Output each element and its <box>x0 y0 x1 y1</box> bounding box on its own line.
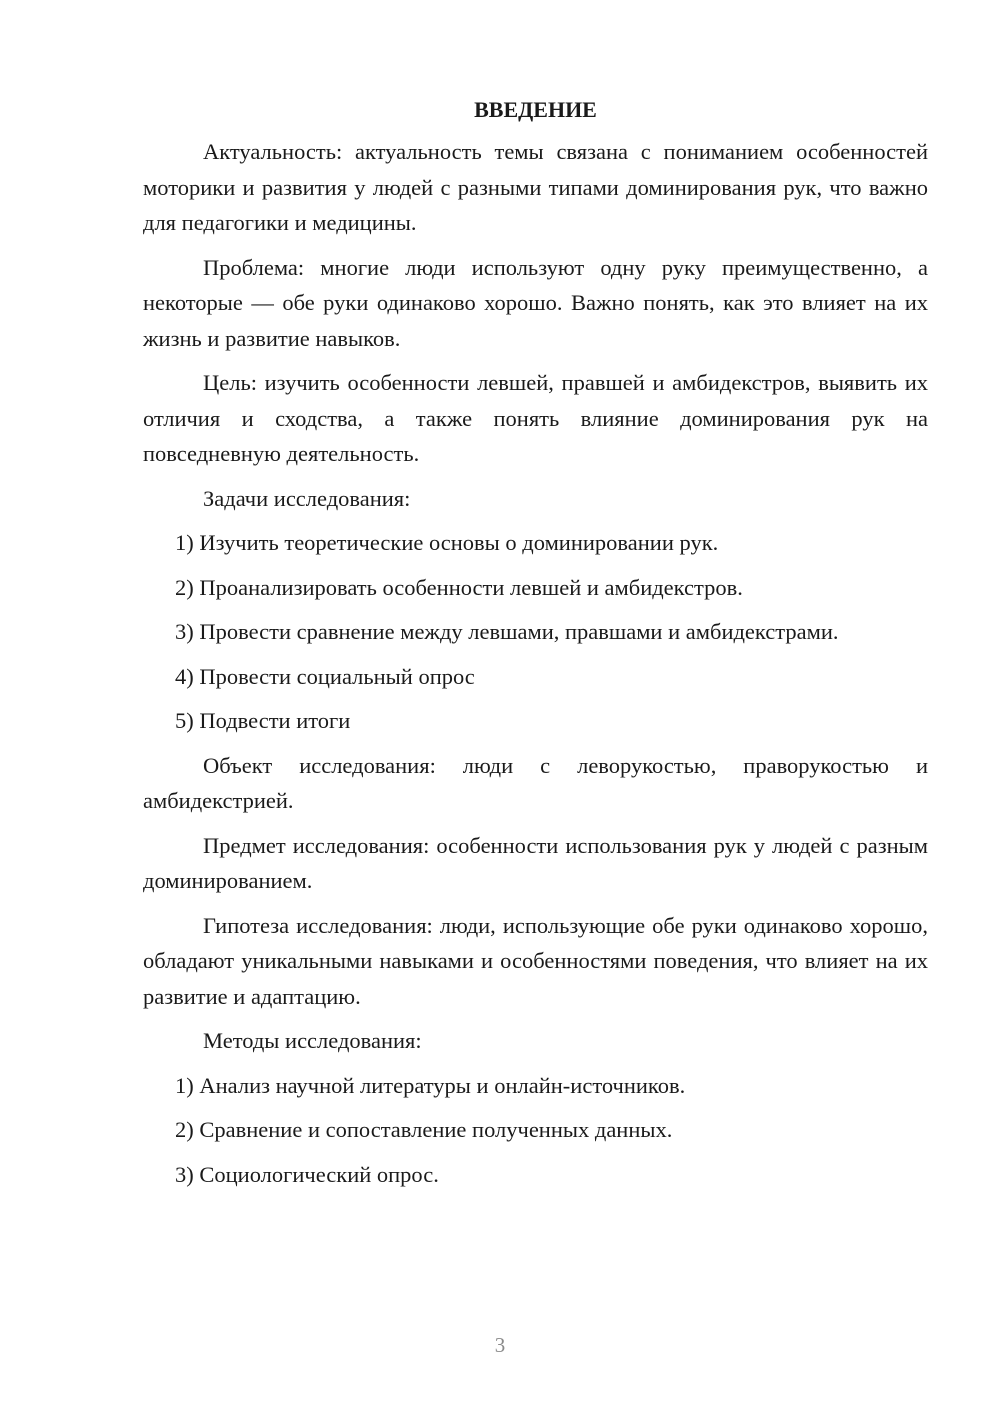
task-item: 5) Подвести итоги <box>175 708 351 733</box>
task-item: 3) Провести сравнение между левшами, правшами и амбидекстрами. <box>175 619 839 644</box>
page-content <box>143 92 928 1201</box>
goal-paragraph: Цель: изучить особенности левшей, правшей и амбидекстров, выявить их отличия и сходства, а также понять влияние доминирования рук на повседневную деятельность. <box>143 370 928 466</box>
method-item: 3) Социологический опрос. <box>175 1161 439 1187</box>
method-item: 1) Анализ научной литературы и онлайн-источников. <box>175 1072 686 1098</box>
problem-paragraph: Проблема: многие люди используют одну руку преимущественно, а некоторые — обе руки одинаково хорошо. Важно понять, как это влияет на их жизнь и развитие навыков. <box>143 254 928 351</box>
tasks-heading: Задачи исследования: <box>203 485 411 511</box>
task-item: 2) Проанализировать особенности левшей и амбидекстров. <box>175 574 743 600</box>
method-item: 2) Сравнение и сопоставление полученных данных. <box>175 1117 673 1142</box>
section-title: ВВЕДЕНИЕ <box>474 97 597 122</box>
subject-paragraph: Предмет исследования: особенности использования рук у людей с разным доминированием. <box>143 832 928 893</box>
hypothesis-paragraph: Гипотеза исследования: люди, использующие обе руки одинаково хорошо, обладают уникальными навыками и особенностями поведения, что влияет на их развитие и адаптацию. <box>143 912 928 1009</box>
relevance-paragraph: Актуальность: актуальность темы связана с пониманием особенностей моторики и развития у людей с разными типами доминирования рук, что важно для педагогики и медицины. <box>143 139 928 235</box>
methods-heading: Методы исследования: <box>203 1028 422 1053</box>
object-paragraph: Объект исследования: люди с леворукостью, праворукостью и амбидекстрией. <box>143 752 928 813</box>
page-number: 3 <box>494 1333 506 1357</box>
task-item: 1) Изучить теоретические основы о доминировании рук. <box>175 530 719 555</box>
task-item: 4) Провести социальный опрос <box>175 663 475 689</box>
